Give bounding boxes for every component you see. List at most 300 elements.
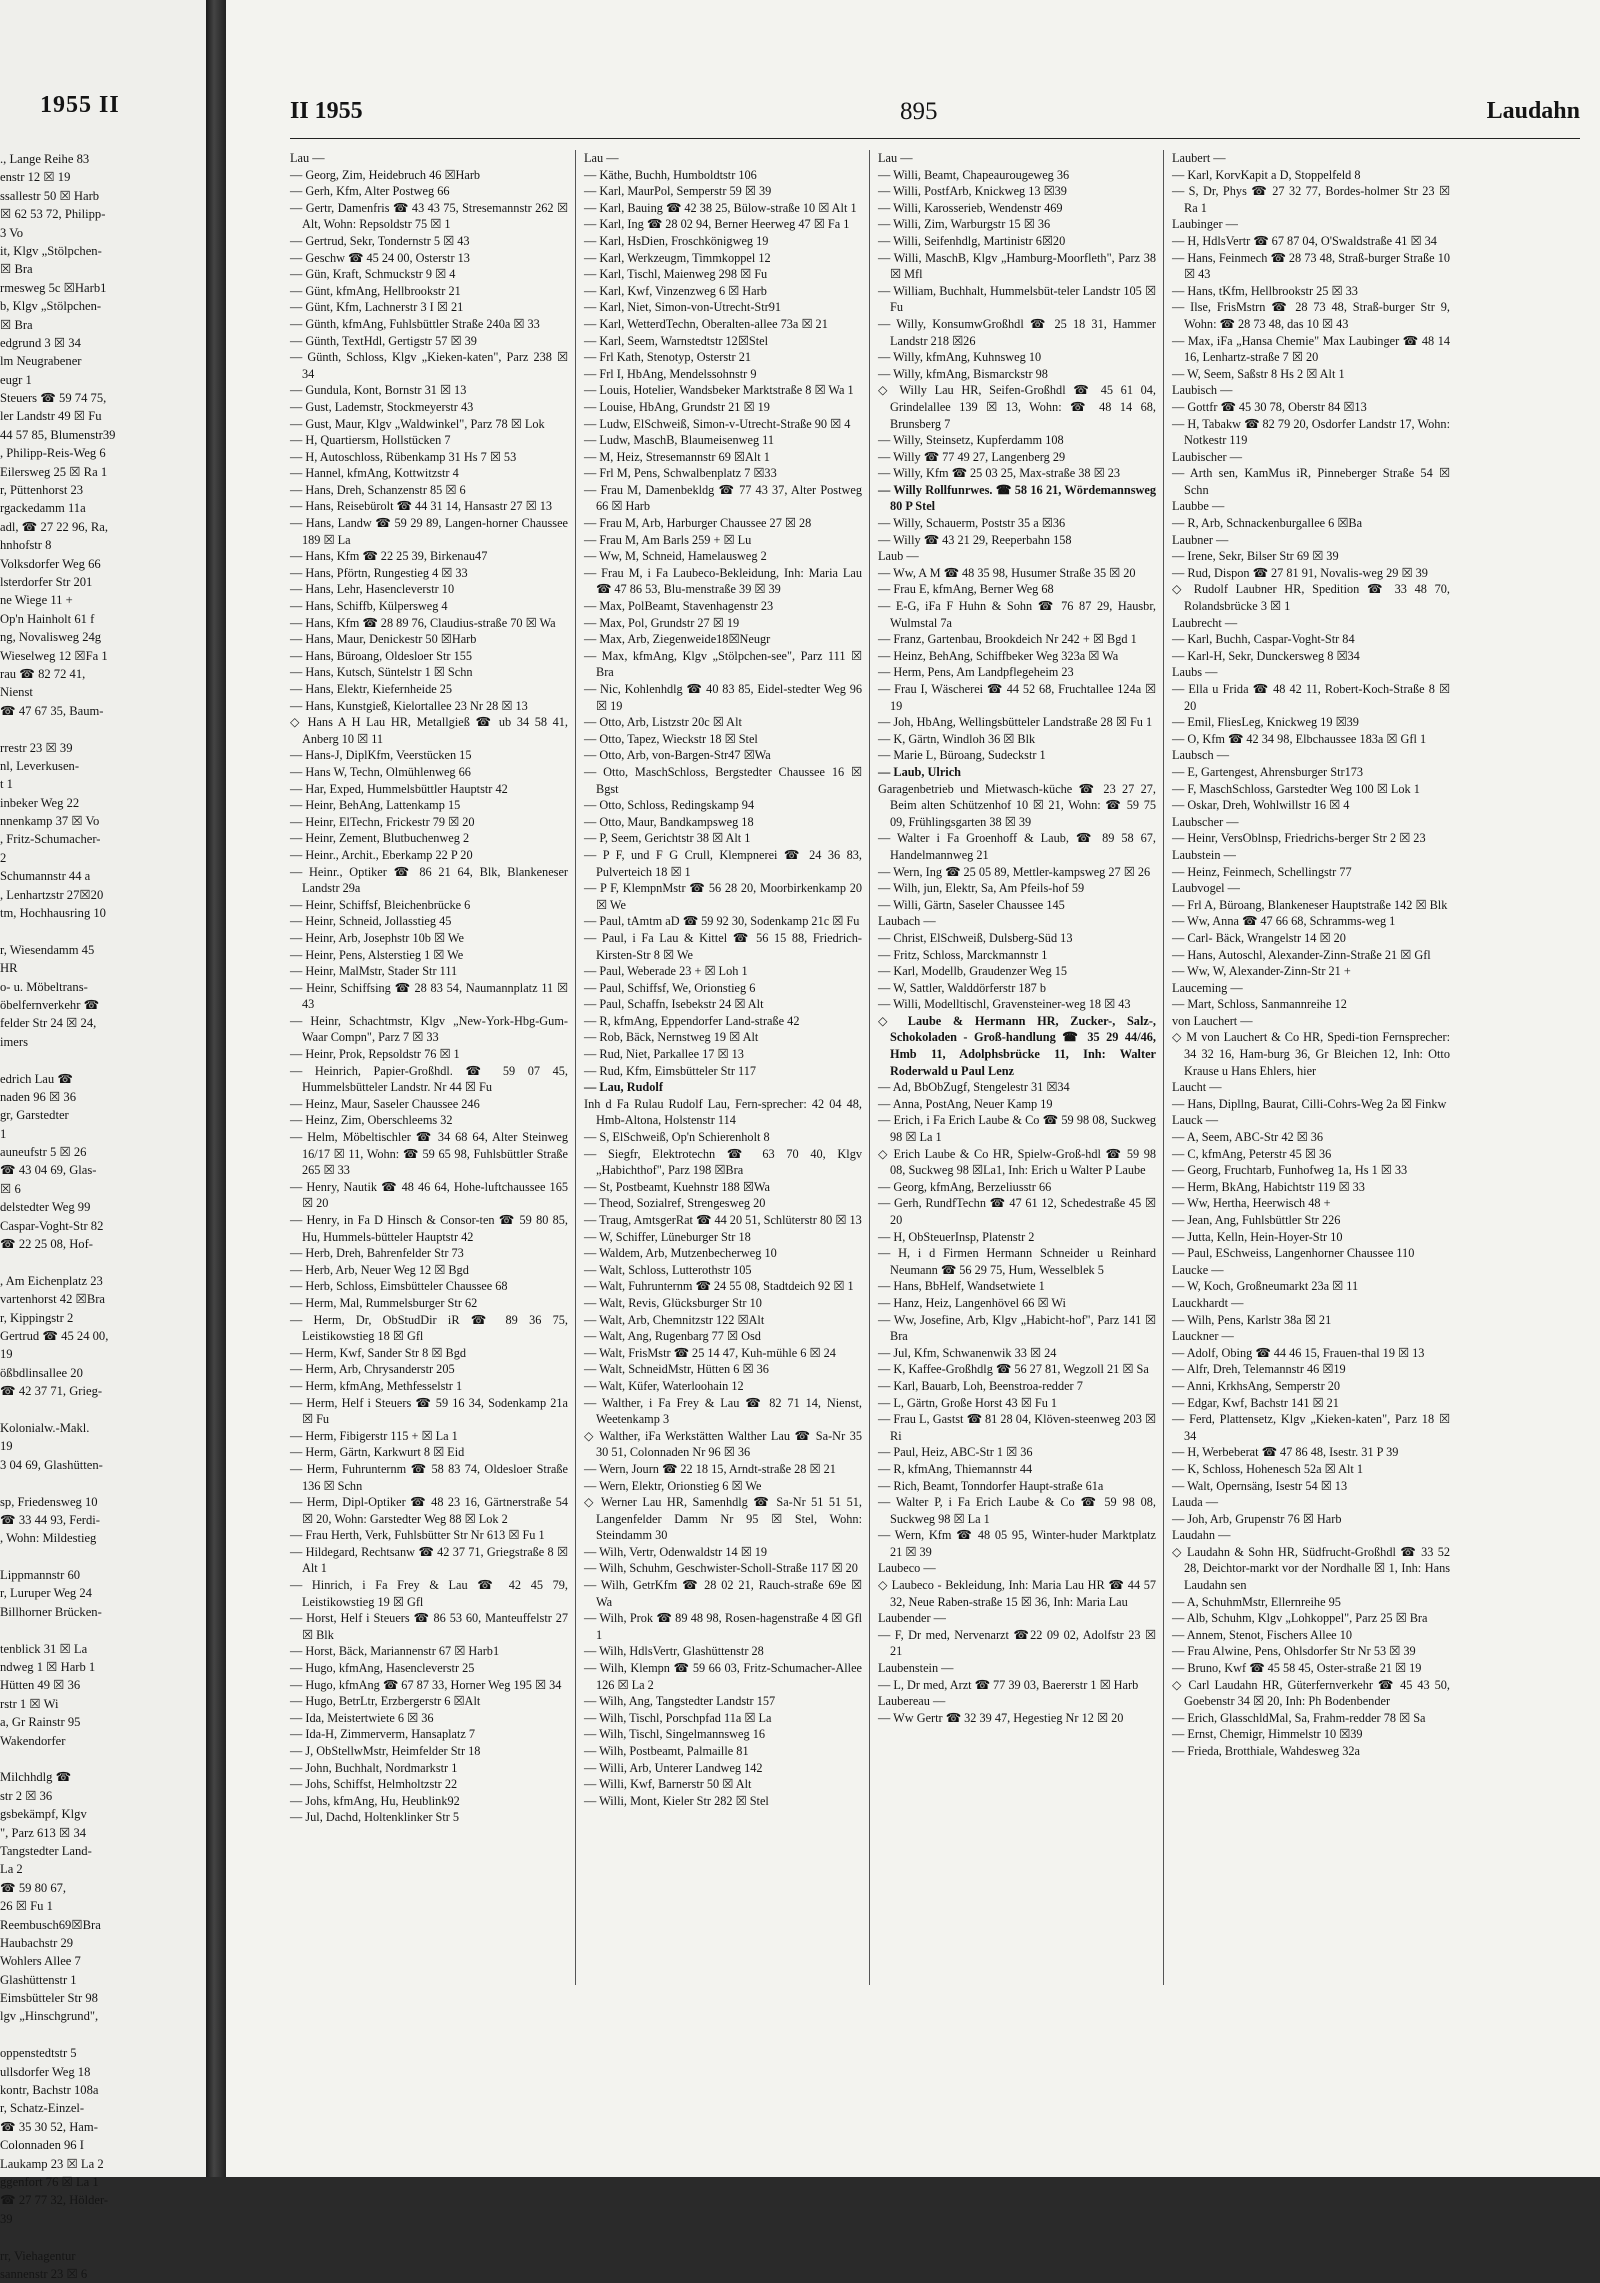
directory-entry: — K, Gärtn, Windloh 36 ☒ Blk	[878, 731, 1036, 746]
directory-entry: — Heinz, Maur, Saseler Chaussee 246	[290, 1096, 480, 1111]
left-page-line: HR	[0, 961, 18, 976]
left-page-line: 3 Vo	[0, 225, 23, 240]
left-page-line: gsbekämpf, Klgv	[0, 1807, 87, 1822]
directory-entry: — Karl, Bauing ☎ 42 38 25, Bülow-straße 10 ☒ Alt 1	[584, 200, 857, 215]
left-page-line: enstr 12 ☒ 19	[0, 170, 71, 185]
directory-entry: — Heinr, Schiffsf, Bleichenbrücke 6	[290, 897, 471, 912]
directory-entry: — Willi, Zim, Warburgstr 15 ☒ 36	[878, 217, 1051, 232]
directory-entry: — Ww, Hertha, Heerwisch 48 +	[1172, 1196, 1331, 1211]
directory-entry: — Arth sen, KamMus iR, Pinneberger Straße 54 ☒ Schn	[1172, 466, 1450, 497]
directory-entry: — Wilh, jun, Elektr, Sa, Am Pfeils-hof 59	[878, 881, 1085, 896]
directory-entry: — Heinr, Schachtmstr, Klgv „New-York-Hbg-Gum-Waar Compn", Parz 7 ☒ 33	[290, 1013, 568, 1045]
directory-entry: Laubscher —	[1172, 814, 1239, 829]
directory-entry: ◇ Walther, iFa Werkstätten Walther Lau ☎ Sa-Nr 35 30 51, Colonnaden Nr 96 ☒ 36	[584, 1428, 862, 1460]
directory-entry: — Frl Kath, Stenotyp, Osterstr 21	[584, 350, 752, 365]
directory-entry: ◇ Laube & Hermann HR, Zucker-, Salz-, Schokoladen - Groß-handlung ☎ 35 29 44/46, Hmb 11, Adolphsbrücke 11, Inh: Walter Roderwald u Paul Lenz	[878, 1013, 1156, 1078]
directory-entry: — Herm, Mal, Rummelsburger Str 62	[290, 1295, 478, 1310]
directory-entry: Lau —	[584, 151, 619, 165]
directory-entry: — Karl, Seem, Warnstedtstr 12☒Stel	[584, 333, 768, 348]
directory-entry: — Hans, Reisebürolt ☎ 44 31 14, Hansastr 27 ☒ 13	[290, 499, 553, 514]
directory-entry: — Karl, Buchh, Caspar-Voght-Str 84	[1172, 632, 1355, 647]
directory-entry: — Georg, Fruchtarb, Funhofweg 1a, Hs 1 ☒ 33	[1172, 1163, 1408, 1178]
left-page-line: 19	[0, 1347, 13, 1362]
directory-entry: — Willy ☎ 43 21 29, Reeperbahn 158	[878, 532, 1072, 547]
directory-entry: — H, HdlsVertr ☎ 67 87 04, O'Swaldstraße 41 ☒ 34	[1172, 233, 1437, 248]
directory-entry: — Paul, Schiffsf, We, Orionstieg 6	[584, 980, 756, 995]
left-page-line: tenblick 31 ☒ La	[0, 1641, 88, 1656]
directory-entry: Inh d Fa Rulau Rudolf Lau, Fern-sprecher: 42 04 48, Hmb-Altona, Holstenstr 114	[584, 1096, 862, 1128]
left-page-line: Reembusch69☒Bra	[0, 1917, 101, 1932]
directory-entry: — Max, iFa „Hansa Chemie" Max Laubinger ☎ 48 14 16, Lenhartz-straße 7 ☒ 20	[1172, 333, 1450, 365]
directory-entry: — Heinr, Pens, Alsterstieg 1 ☒ We	[290, 947, 464, 962]
directory-entry: — Hannel, kfmAng, Kottwitzstr 4	[290, 466, 459, 481]
left-page-line: gr, Garstedter	[0, 1108, 69, 1123]
left-page-line: ndweg 1 ☒ Harb 1	[0, 1660, 96, 1675]
directory-entry: — Wilh, Tischl, Singelmannsweg 16	[584, 1727, 766, 1742]
directory-entry: — Alb, Schuhm, Klgv „Lohkoppel", Parz 25 ☒ Bra	[1172, 1611, 1428, 1626]
directory-entry: — Jutta, Kelln, Hein-Hoyer-Str 10	[1172, 1229, 1343, 1244]
directory-entry: — Bruno, Kwf ☎ 45 58 45, Oster-straße 21 ☒ 19	[1172, 1661, 1422, 1676]
directory-entry: Laubs —	[1172, 665, 1218, 680]
directory-column-1	[290, 150, 568, 2150]
left-page-line: 39	[0, 2211, 13, 2226]
directory-entry: — Karl, Modellb, Graudenzer Weg 15	[878, 964, 1067, 979]
directory-entry: — Heinr, ElTechn, Frickestr 79 ☒ 20	[290, 814, 475, 829]
directory-entry: — Willi, Mont, Kieler Str 282 ☒ Stel	[584, 1793, 769, 1808]
left-page-line: eugr 1	[0, 372, 32, 387]
directory-entry: — Jul, Dachd, Holtenklinker Str 5	[290, 1810, 460, 1825]
directory-entry: — Heinz, Zim, Oberschleems 32	[290, 1113, 453, 1128]
directory-entry: — Willi, Beamt, Chapeaurougeweg 36	[878, 167, 1070, 182]
directory-entry: Laubinger —	[1172, 217, 1238, 232]
directory-entry: — Ww Gertr ☎ 32 39 47, Hegestieg Nr 12 ☒ 20	[878, 1710, 1124, 1725]
directory-entry: — H, Autoschloss, Rübenkamp 31 Hs 7 ☒ 53	[290, 449, 517, 464]
left-page-line: lgv „Hinschgrund",	[0, 2009, 99, 2024]
directory-entry: — Hugo, kfmAng ☎ 67 87 33, Horner Weg 195 ☒ 34	[290, 1677, 562, 1692]
directory-entry: Laubner —	[1172, 532, 1229, 547]
directory-entry: — H, Quartiersm, Hollstücken 7	[290, 433, 451, 448]
directory-entry: ◇ M von Lauchert & Co HR, Spedi-tion Fernsprecher: 34 32 16, Ham-burg 36, Gr Bleichen 12, Inh: Otto Krause u Hans Ehlers, hier	[1172, 1030, 1450, 1078]
left-page-line: ☎ 27 77 32, Hölder-	[0, 2193, 109, 2208]
directory-entry: — Wilh, Klempn ☎ 59 66 03, Fritz-Schumacher-Allee 126 ☒ La 2	[584, 1661, 862, 1692]
directory-entry: — Herm, Helf i Steuers ☎ 59 16 34, Sodenkamp 21a ☒ Fu	[290, 1395, 568, 1427]
left-page-line	[0, 1548, 206, 1566]
directory-entry: — Ww, Josefine, Arb, Klgv „Habicht-hof", Parz 141 ☒ Bra	[878, 1312, 1156, 1344]
directory-entry: — Walt, FrisMstr ☎ 25 14 47, Kuh-mühle 6 ☒ 24	[584, 1345, 836, 1360]
directory-entry: — Helm, Möbeltischler ☎ 34 68 64, Alter Steinweg 16/17 ☒ 11, Wohn: ☎ 59 65 98, Fuhlsbüttler Straße 265 ☒ 33	[290, 1130, 568, 1178]
directory-entry: — Hans, Maur, Denickestr 50 ☒Harb	[290, 632, 477, 647]
directory-entry: — H, ObSteuerInsp, Platenstr 2	[878, 1229, 1035, 1244]
directory-entry: — F, MaschSchloss, Garstedter Weg 100 ☒ Lok 1	[1172, 781, 1420, 796]
left-page-fragment	[0, 0, 206, 2281]
left-page-line: ☒ 62 53 72, Philipp-	[0, 207, 106, 222]
directory-entry: Lauceming —	[1172, 980, 1243, 995]
left-page-line: a, Gr Rainstr 95	[0, 1715, 81, 1730]
directory-entry: Laubach —	[878, 914, 936, 929]
directory-entry: — Marie L, Büroang, Sudeckstr 1	[878, 748, 1046, 763]
directory-entry: — Willy Rollfunrwes. ☎ 58 16 21, Wördemannsweg 80 P Stel	[878, 482, 1156, 514]
directory-entry: — Hinrich, i Fa Frey & Lau ☎ 42 45 79, Leistikowstieg 19 ☒ Gfl	[290, 1578, 568, 1609]
directory-entry: — Hans, Dipllng, Baurat, Cilli-Cohrs-Weg 2a ☒ Finkw	[1172, 1096, 1447, 1111]
left-page-line: r, Schatz-Einzel-	[0, 2101, 85, 2116]
left-page-line	[0, 1750, 206, 1768]
directory-entry: — Günt, Kfm, Lachnerstr 3 I ☒ 21	[290, 300, 464, 315]
left-page-line	[0, 1474, 206, 1492]
directory-entry: — Herm, Arb, Chrysanderstr 205	[290, 1362, 455, 1377]
directory-entry: — Willi, MaschB, Klgv „Hamburg-Moorfleth", Parz 38 ☒ Mfl	[878, 250, 1156, 282]
left-page-line: Laukamp 23 ☒ La 2	[0, 2156, 104, 2171]
directory-entry: — Hugo, BetrLtr, Erzbergerstr 6 ☒Alt	[290, 1694, 481, 1709]
directory-entry: — W, Sattler, Walddörferstr 187 b	[878, 980, 1047, 995]
left-page-line: Schumannstr 44 a	[0, 869, 91, 884]
left-page-line: delstedter Weg 99	[0, 1200, 91, 1215]
directory-entry: — Emil, FliesLeg, Knickweg 19 ☒39	[1172, 715, 1359, 730]
directory-entry: — Frau Alwine, Pens, Ohlsdorfer Str Nr 53 ☒ 39	[1172, 1644, 1416, 1659]
directory-entry: — Otto, Maur, Bandkampsweg 18	[584, 814, 754, 829]
directory-entry: — Erich, i Fa Erich Laube & Co ☎ 59 98 08, Suckweg 98 ☒ La 1	[878, 1113, 1156, 1145]
left-page-line: öbelfernverkehr ☎	[0, 997, 100, 1012]
left-page-line: o- u. Möbeltrans-	[0, 979, 88, 994]
directory-entry: — Otto, Tapez, Wieckstr 18 ☒ Stel	[584, 731, 758, 746]
directory-entry: — M, Heiz, Stresemannstr 69 ☒Alt 1	[584, 449, 770, 464]
directory-entry: — Gertr, Damenfris ☎ 43 43 75, Stresemannstr 262 ☒ Alt, Wohn: Repsoldstr 75 ☒ 1	[290, 200, 568, 232]
directory-entry: — Gertrud, Sekr, Tondernstr 5 ☒ 43	[290, 233, 470, 248]
directory-entry: — Karl, Werkzeugm, Timmkoppel 12	[584, 250, 771, 265]
directory-entry: — Anni, KrkhsAng, Semperstr 20	[1172, 1378, 1341, 1393]
left-page-line: r, Kippingstr 2	[0, 1310, 74, 1325]
directory-entry: — Franz, Gartenbau, Brookdeich Nr 242 + ☒ Bgd 1	[878, 632, 1137, 647]
directory-entry: — Paul, Schaffn, Isebekstr 24 ☒ Alt	[584, 997, 764, 1012]
directory-entry: — Wilh, Postbeamt, Palmaille 81	[584, 1744, 749, 1758]
directory-entry: Laucke —	[1172, 1262, 1224, 1277]
directory-entry: — Heinr, MalMstr, Stader Str 111	[290, 964, 458, 979]
left-page-line: ☎ 59 80 67,	[0, 1880, 67, 1895]
directory-entry: Lau —	[290, 151, 325, 165]
directory-entry: — Ww, M, Schneid, Hamelausweg 2	[584, 549, 767, 564]
directory-entry: Laubender —	[878, 1611, 946, 1626]
left-page-line: kontr, Bachstr 108a	[0, 2083, 99, 2098]
left-page-line: adl, ☎ 27 22 96, Ra,	[0, 519, 109, 534]
directory-entry: — Ww, A M ☎ 48 35 98, Husumer Straße 35 ☒ 20	[878, 565, 1136, 580]
directory-entry: — Ida, Meistertwiete 6 ☒ 36	[290, 1710, 434, 1725]
directory-entry: — Herm, Gärtn, Karkwurt 8 ☒ Eid	[290, 1445, 465, 1460]
left-page-line: ☎ 22 25 08, Hof-	[0, 1237, 93, 1252]
left-page-line: Eilersweg 25 ☒ Ra 1	[0, 464, 108, 479]
directory-entry: — Johs, Schiffst, Helmholtzstr 22	[290, 1777, 458, 1792]
directory-entry: — L, Gärtn, Große Horst 43 ☒ Fu 1	[878, 1395, 1058, 1410]
directory-entry: — Walt, SchneidMstr, Hütten 6 ☒ 36	[584, 1362, 769, 1377]
left-page-line: ., Lange Reihe 83	[0, 152, 90, 166]
directory-column-4	[1172, 150, 1450, 2150]
directory-entry: — Hans, Kutsch, Süntelstr 1 ☒ Schn	[290, 665, 473, 680]
left-page-line: ☒ 6	[0, 1181, 21, 1196]
directory-entry: Lauck —	[1172, 1113, 1219, 1128]
directory-entry: — Mart, Schloss, Sanmannreihe 12	[1172, 997, 1347, 1012]
left-page-line: , Fritz-Schumacher-	[0, 832, 101, 847]
directory-entry: — P F, und F G Crull, Klempnerei ☎ 24 36 83, Pulverteich 18 ☒ 1	[584, 847, 862, 879]
directory-entry: — Georg, kfmAng, Berzeliusstr 66	[878, 1179, 1052, 1194]
directory-entry: ◇ Willy Lau HR, Seifen-Großhdl ☎ 45 61 04, Grindelallee 139 ☒ 13, Wohn: ☎ 48 14 68, Brunsberg 7	[878, 383, 1156, 431]
directory-entry: — Gerh, RundfTechn ☎ 47 61 12, Schedestraße 45 ☒ 20	[878, 1196, 1156, 1227]
directory-entry: — Paul, ESchweiss, Langenhorner Chaussee 110	[1172, 1246, 1415, 1261]
directory-entry: Laubeco —	[878, 1561, 936, 1576]
directory-entry: — Wern, Ing ☎ 25 05 89, Mettler-kampsweg 27 ☒ 26	[878, 864, 1151, 879]
directory-entry: Garagenbetrieb und Mietwasch-küche ☎ 23 27 27, Beim alten Schützenhof 10 ☒ 21, Wohn: ☎ 59 75 09, Frühlingsgarten 38 ☒ 39	[878, 781, 1156, 829]
directory-column-3	[878, 150, 1156, 2150]
directory-entry: — K, Schloss, Hohenesch 52a ☒ Alt 1	[1172, 1461, 1364, 1476]
left-page-line: sp, Friedensweg 10	[0, 1494, 98, 1509]
directory-entry: — Rich, Beamt, Tonndorfer Haupt-straße 61a	[878, 1478, 1104, 1493]
left-page-line: rau ☎ 82 72 41,	[0, 666, 86, 681]
left-page-line: ☎ 33 44 93, Ferdi-	[0, 1512, 100, 1527]
left-page-line: r, Wiesendamm 45	[0, 942, 95, 957]
directory-entry: — Har, Exped, Hummelsbüttler Hauptstr 42	[290, 781, 508, 796]
directory-entry: — Ad, BbObZugf, Stengelestr 31 ☒34	[878, 1080, 1070, 1095]
directory-entry: — Frau M, Damenbekldg ☎ 77 43 37, Alter Postweg 66 ☒ Harb	[584, 482, 862, 514]
left-page-line: rr, Viehagentur	[0, 2248, 76, 2263]
directory-entry: — Louise, HbAng, Grundstr 21 ☒ 19	[584, 399, 770, 414]
directory-entry: — Paul, i Fa Lau & Kittel ☎ 56 15 88, Friedrich-Kirsten-Str 8 ☒ We	[584, 930, 862, 962]
directory-entry: Laubvogel —	[1172, 881, 1240, 896]
directory-entry: — Traug, AmtsgerRat ☎ 44 20 51, Schlüterstr 80 ☒ 13	[584, 1213, 862, 1227]
directory-entry: — Rud, Dispon ☎ 27 81 91, Novalis-weg 29 ☒ 39	[1172, 565, 1428, 580]
directory-entry: — Jul, Kfm, Schwanenwik 33 ☒ 24	[878, 1345, 1057, 1360]
left-page-line: nl, Leverkusen-	[0, 758, 80, 773]
directory-entry: — Frau M, Am Barls 259 + ☒ Lu	[584, 532, 752, 547]
directory-entry: — Heinz, BehAng, Schiffbeker Weg 323a ☒ Wa	[878, 648, 1119, 663]
left-page-line: ☎ 43 04 69, Glas-	[0, 1163, 97, 1178]
left-page-line: rgackedamm 11a	[0, 501, 86, 516]
left-page-line: , Lenhartzstr 27☒20	[0, 887, 104, 902]
left-page-line: Wohlers Allee 7	[0, 1954, 81, 1969]
directory-entry: — Hugo, kfmAng, Hasencleverstr 25	[290, 1661, 475, 1676]
directory-entry: — Hans, Autoschl, Alexander-Zinn-Straße 21 ☒ Gfl	[1172, 947, 1431, 962]
left-page-line: ssallestr 50 ☒ Harb	[0, 188, 100, 203]
directory-entry: — H, i d Firmen Hermann Schneider u Reinhard Neumann ☎ 56 29 75, Hum, Wesselblek 5	[878, 1246, 1156, 1277]
directory-entry: Laubenstein —	[878, 1661, 954, 1676]
directory-entry: — Hans, Kfm ☎ 28 89 76, Claudius-straße 70 ☒ Wa	[290, 615, 556, 630]
left-page-line: ", Parz 613 ☒ 34	[0, 1825, 87, 1840]
left-page-line: ☎ 42 37 71, Grieg-	[0, 1384, 103, 1399]
directory-entry: — Ww, W, Alexander-Zinn-Str 21 +	[1172, 964, 1351, 979]
directory-entry: — Herb, Dreh, Bahrenfelder Str 73	[290, 1246, 464, 1261]
left-page-line	[0, 1621, 206, 1639]
directory-entry: — Walt, Schloss, Lutterothstr 105	[584, 1262, 752, 1277]
left-page-line	[0, 1253, 206, 1271]
directory-entry: — Georg, Zim, Heidebruch 46 ☒Harb	[290, 167, 481, 182]
left-page-line: Milchhdlg ☎	[0, 1770, 72, 1785]
left-page-line: t 1	[0, 777, 13, 792]
directory-entry: — Heinr., Archit., Eberkamp 22 P 20	[290, 847, 473, 862]
directory-entry: ◇ Carl Laudahn HR, Güterfernverkehr ☎ 45 43 50, Goebenstr 34 ☒ 20, Inh: Ph Bodenbender	[1172, 1677, 1450, 1709]
directory-entry: — Erich, GlasschldMal, Sa, Frahm-redder 78 ☒ Sa	[1172, 1710, 1426, 1725]
directory-entry: — Günth, TextHdl, Gertigstr 57 ☒ 39	[290, 333, 477, 348]
directory-entry: — Rud, Niet, Parkallee 17 ☒ 13	[584, 1047, 744, 1062]
left-page-line: sannenstr 23 ☒ 6	[0, 2266, 88, 2281]
left-page-line: hnhofstr 8	[0, 538, 52, 553]
right-page	[226, 0, 1600, 2177]
directory-entry: — Walter i Fa Groenhoff & Laub, ☎ 89 58 67, Handelmannweg 21	[878, 831, 1156, 862]
directory-entry: — Walt, Opernsäng, Isestr 54 ☒ 13	[1172, 1478, 1348, 1493]
left-page-line: nnenkamp 37 ☒ Vo	[0, 814, 100, 829]
directory-entry: von Lauchert —	[1172, 1013, 1253, 1028]
directory-entry: — Herm, Kwf, Sander Str 8 ☒ Bgd	[290, 1345, 466, 1360]
directory-entry: — Hans W, Techn, Olmühlenweg 66	[290, 764, 471, 779]
directory-entry: — Gottfr ☎ 45 30 78, Oberstr 84 ☒13	[1172, 399, 1367, 414]
left-page-line	[0, 1051, 206, 1069]
directory-entry: — Hanz, Heiz, Langenhövel 66 ☒ Wi	[878, 1295, 1066, 1310]
directory-entry: — Hans-J, DiplKfm, Veerstücken 15	[290, 748, 472, 763]
directory-entry: — Wern, Journ ☎ 22 18 15, Arndt-straße 28 ☒ 21	[584, 1461, 836, 1476]
directory-entry: — Hildegard, Rechtsanw ☎ 42 37 71, Griegstraße 8 ☒ Alt 1	[290, 1544, 568, 1576]
left-page-line: auneufstr 5 ☒ 26	[0, 1145, 87, 1160]
left-page-line: ggenfort 76 ☒ La 1	[0, 2174, 99, 2189]
directory-entry: — Horst, Helf i Steuers ☎ 86 53 60, Manteuffelstr 27 ☒ Blk	[290, 1611, 568, 1642]
directory-entry: — Max, Pol, Grundstr 27 ☒ 19	[584, 615, 740, 630]
directory-entry: — Joh, Arb, Grupenstr 76 ☒ Harb	[1172, 1511, 1342, 1526]
left-page-line: naden 96 ☒ 36	[0, 1089, 76, 1104]
directory-entry: — J, ObStellwMstr, Heimfelder Str 18	[290, 1744, 481, 1758]
directory-entry: — Johs, kfmAng, Hu, Heublink92	[290, 1793, 460, 1808]
left-page-line: ler Landstr 49 ☒ Fu	[0, 409, 102, 424]
directory-entry: — S, ElSchweiß, Op'n Schierenholt 8	[584, 1130, 770, 1145]
left-page-line: r, Luruper Weg 24	[0, 1586, 92, 1601]
directory-entry: — Frau Herth, Verk, Fuhlsbütter Str Nr 613 ☒ Fu 1	[290, 1528, 545, 1543]
directory-entry: — Wilh, HdlsVertr, Glashüttenstr 28	[584, 1644, 764, 1659]
directory-entry: — E-G, iFa F Huhn & Sohn ☎ 76 87 29, Hausbr, Wulmstal 7a	[878, 599, 1156, 630]
directory-entry: — Frau L, Gastst ☎ 81 28 04, Klöven-steenweg 203 ☒ Ri	[878, 1412, 1156, 1443]
directory-entry: ◇ Rudolf Laubner HR, Spedition ☎ 33 48 70, Rolandsbrücke 3 ☒ 1	[1172, 582, 1450, 614]
directory-entry: — H, Tabakw ☎ 82 79 20, Osdorfer Landstr 17, Wohn: Notkestr 119	[1172, 416, 1450, 448]
left-page-line: Colonnaden 96 I	[0, 2138, 84, 2153]
directory-entry: — Joh, HbAng, Wellingsbütteler Landstraße 28 ☒ Fu 1	[878, 715, 1153, 730]
directory-entry: — Walther, i Fa Frey & Lau ☎ 82 71 14, Nienst, Weetenkamp 3	[584, 1395, 862, 1427]
directory-entry: — Herm, BkAng, Habichtstr 119 ☒ 33	[1172, 1179, 1365, 1194]
directory-entry: ◇ Erich Laube & Co HR, Spielw-Groß-hdl ☎ 59 98 08, Suckweg 98 ☒La1, Inh: Erich u Walter P Laube	[878, 1146, 1156, 1178]
directory-entry: — Hans, Elektr, Kiefernheide 25	[290, 682, 453, 696]
directory-entry: — Hans, tKfm, Hellbrookstr 25 ☒ 33	[1172, 283, 1358, 298]
directory-entry: — Herm, Fuhrunternm ☎ 58 83 74, Oldesloer Straße 136 ☒ Schn	[290, 1461, 568, 1493]
directory-entry: — Hans, BbHelf, Wandsetwiete 1	[878, 1279, 1045, 1294]
left-page-line: Billhorner Brücken-	[0, 1604, 102, 1619]
directory-entry: — Christ, ElSchweiß, Dulsberg-Süd 13	[878, 930, 1073, 945]
left-page-line: 3 04 69, Glashütten-	[0, 1457, 103, 1472]
directory-entry: Lau —	[878, 151, 913, 165]
directory-entry: — Karl-H, Sekr, Dunckersweg 8 ☒34	[1172, 648, 1360, 663]
left-page-line: ☒ Bra	[0, 317, 33, 332]
directory-entry: — Günt, kfmAng, Hellbrookstr 21	[290, 283, 461, 298]
directory-entry: — Annem, Stenot, Fischers Allee 10	[1172, 1627, 1352, 1642]
directory-entry: — Wilh, Tischl, Porschpfad 11a ☒ La	[584, 1710, 772, 1725]
directory-entry: — Rob, Bäck, Nernstweg 19 ☒ Alt	[584, 1030, 759, 1045]
directory-entry: — L, Dr med, Arzt ☎ 77 39 03, Baererstr 1 ☒ Harb	[878, 1677, 1139, 1692]
left-page-line: imers	[0, 1034, 28, 1049]
directory-entry: — Karl, Bauarb, Loh, Beenstroa-redder 7	[878, 1378, 1083, 1393]
directory-entry: — Hans, Schiffb, Külpersweg 4	[290, 599, 448, 614]
directory-entry: — Max, Arb, Ziegenweide18☒Neugr	[584, 632, 771, 647]
left-page-line: ößbdlinsallee 20	[0, 1365, 83, 1380]
directory-entry: — Nic, Kohlenhdlg ☎ 40 83 85, Eidel-stedter Weg 96 ☒ 19	[584, 682, 862, 713]
directory-entry: — John, Buchhalt, Nordmarkstr 1	[290, 1760, 458, 1775]
directory-entry: — Herm, kfmAng, Methfesselstr 1	[290, 1378, 463, 1393]
left-page-line: 1	[0, 1126, 7, 1141]
directory-entry: — Ludw, ElSchweiß, Simon-v-Utrecht-Straße 90 ☒ 4	[584, 416, 851, 431]
directory-entry: — Heinrich, Papier-Großhdl. ☎ 59 07 45, Hummelsbütteler Landstr. Nr 44 ☒ Fu	[290, 1063, 568, 1095]
directory-entry: — Heinr, BehAng, Lattenkamp 15	[290, 798, 461, 813]
directory-entry: — Wilh, GetrKfm ☎ 28 02 21, Rauch-straße 69e ☒ Wa	[584, 1578, 862, 1609]
left-page-line: Op'n Hainholt 61 f	[0, 611, 95, 626]
left-page-line: Nienst	[0, 685, 33, 700]
left-page-line: oppenstedtstr 5	[0, 2046, 77, 2061]
directory-entry: — C, kfmAng, Peterstr 45 ☒ 36	[1172, 1146, 1332, 1161]
directory-entry: — Walt, Fuhrunternm ☎ 24 55 08, Stadtdeich 92 ☒ 1	[584, 1279, 854, 1294]
directory-entry: Laucht —	[1172, 1080, 1222, 1095]
left-running-head: 1955 II	[40, 92, 120, 118]
left-page-line: ne Wiege 11 +	[0, 593, 73, 608]
directory-entry: — Willi, PostfArb, Knickweg 13 ☒39	[878, 184, 1067, 199]
directory-entry: — Heinr, Zement, Blutbuchenweg 2	[290, 831, 470, 846]
directory-entry: Laubert —	[1172, 151, 1226, 165]
directory-entry: — Gust, Lademstr, Stockmeyerstr 43	[290, 399, 474, 414]
directory-entry: — Waldem, Arb, Mutzenbecherweg 10	[584, 1246, 777, 1261]
directory-entry: — Karl, Tischl, Maienweg 298 ☒ Fu	[584, 267, 768, 282]
running-head-left: II 1955	[290, 98, 363, 124]
left-page-line: rstr 1 ☒ Wi	[0, 1696, 59, 1711]
left-page-line: vartenhorst 42 ☒Bra	[0, 1292, 106, 1307]
directory-entry: — Frau M, i Fa Laubeco-Bekleidung, Inh: Maria Lau ☎ 47 86 53, Blu-menstraße 39 ☒ 39	[584, 565, 862, 597]
directory-entry: — K, Kaffee-Großhdlg ☎ 56 27 81, Wegzoll 21 ☒ Sa	[878, 1362, 1149, 1377]
left-page-line: Wakendorfer	[0, 1733, 66, 1748]
directory-entry: — Gust, Maur, Klgv „Waldwinkel", Parz 78 ☒ Lok	[290, 416, 545, 431]
directory-entry: — Wilh, Pens, Karlstr 38a ☒ 21	[1172, 1312, 1332, 1327]
directory-entry: — Hans, Lehr, Hasencleverstr 10	[290, 582, 455, 597]
directory-entry: — Gerh, Kfm, Alter Postweg 66	[290, 184, 450, 199]
directory-entry: — Otto, Arb, Listzstr 20c ☒ Alt	[584, 715, 742, 730]
directory-entry: — Karl, MaurPol, Semperstr 59 ☒ 39	[584, 184, 772, 199]
directory-column-2	[584, 150, 862, 2150]
directory-entry: — Heinr, VersOblnsp, Friedrichs-berger Str 2 ☒ 23	[1172, 831, 1426, 846]
directory-entry: — Rud, Kfm, Eimsbütteler Str 117	[584, 1063, 757, 1078]
left-page-line: b, Klgv „Stölpchen-	[0, 299, 102, 314]
directory-entry: — R, kfmAng, Thiemannstr 44	[878, 1461, 1033, 1476]
directory-entry: — Wern, Elektr, Orionstieg 6 ☒ We	[584, 1478, 762, 1493]
left-page-line: 44 57 85, Blumenstr39	[0, 427, 116, 442]
left-page-line: edgrund 3 ☒ 34	[0, 335, 81, 350]
left-page-line	[0, 1401, 206, 1419]
column-rule	[1163, 150, 1164, 1985]
directory-entry: — Otto, Schloss, Redingskamp 94	[584, 798, 755, 813]
directory-entry: — Herm, Pens, Am Landpflegeheim 23	[878, 665, 1074, 680]
directory-entry: — Hans, Pförtn, Rungestieg 4 ☒ 33	[290, 565, 468, 580]
directory-entry: — Karl, Kwf, Vinzenzweg 6 ☒ Harb	[584, 283, 767, 298]
directory-entry: — Karl, KorvKapit a D, Stoppelfeld 8	[1172, 167, 1361, 182]
directory-entry: — Heinr, Schneid, Jollasstieg 45	[290, 914, 452, 929]
left-page-line: ng, Novalisweg 24g	[0, 630, 102, 645]
directory-entry: — Gundula, Kont, Bornstr 31 ☒ 13	[290, 383, 467, 398]
left-page-line: Hütten 49 ☒ 36	[0, 1678, 81, 1693]
directory-entry: — Herb, Schloss, Eimsbütteler Chaussee 68	[290, 1279, 508, 1294]
directory-entry: — Karl, WetterdTechn, Oberalten-allee 73a ☒ 21	[584, 316, 828, 331]
directory-entry: — Max, PolBeamt, Stavenhagenstr 23	[584, 599, 774, 614]
directory-entry: Laubrecht —	[1172, 615, 1238, 630]
directory-entry: Laub —	[878, 549, 919, 564]
directory-entry: — A, SchuhmMstr, Ellernreihe 95	[1172, 1594, 1341, 1609]
book-gutter	[206, 0, 226, 2177]
directory-entry: — Willi, Kwf, Barnerstr 50 ☒ Alt	[584, 1777, 752, 1792]
directory-entry: — Heinr., Optiker ☎ 86 21 64, Blk, Blankeneser Landstr 29a	[290, 864, 568, 896]
directory-entry: — Willy, kfmAng, Kuhnsweg 10	[878, 350, 1042, 365]
directory-entry: — Ella u Frida ☎ 48 42 11, Robert-Koch-Straße 8 ☒ 20	[1172, 682, 1450, 713]
